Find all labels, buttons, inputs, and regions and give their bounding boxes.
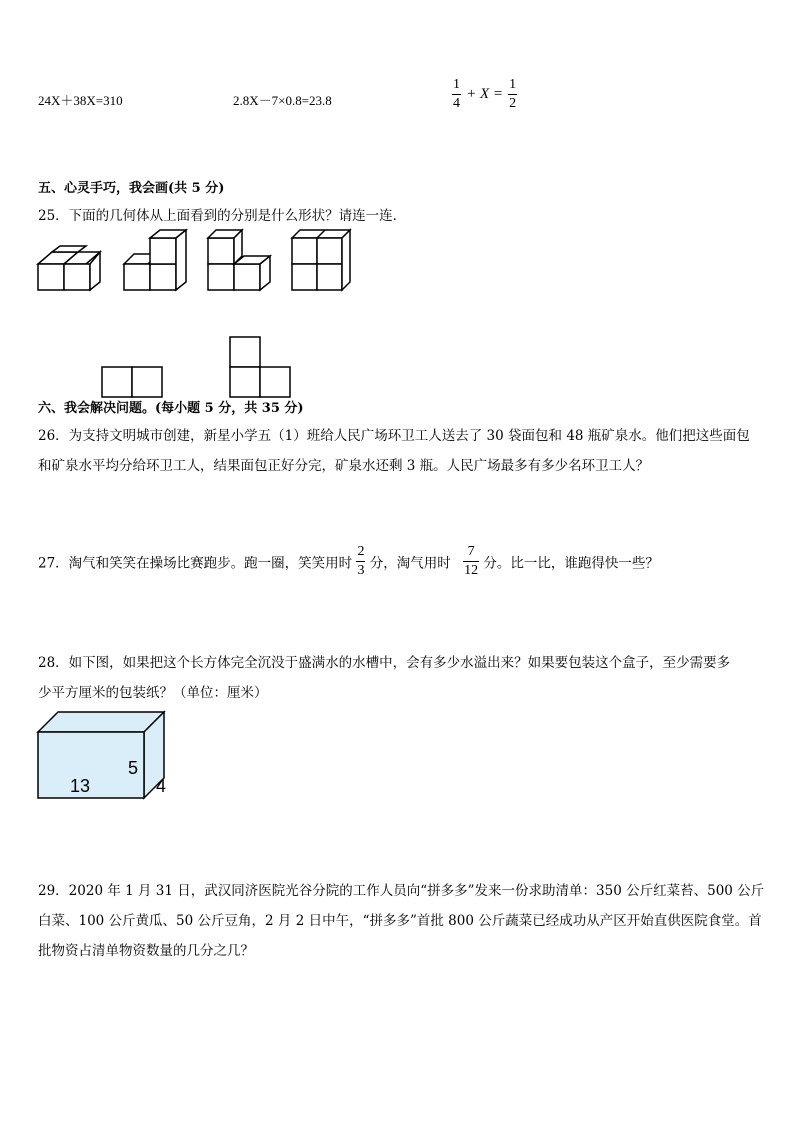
question-28-line-1: 28．如下图，如果把这个长方体完全沉没于盛满水的水槽中，会有多少水溢出来？如果要包装这个盒子，至少需要多 [38, 655, 731, 671]
section-6-title: 六、我会解决问题。(每小题 5 分，共 35 分) [38, 401, 304, 416]
question-26 [38, 421, 768, 481]
question-27 [38, 545, 659, 578]
question-26-line-1: 26．为支持文明城市创建，新星小学五（1）班给人民广场环卫工人送去了 30 袋面包和 48 瓶矿泉水。他们把这些面包 [38, 428, 750, 444]
fraction-denominator: 12 [464, 563, 479, 578]
question-29-line-3: 批物资占清单物资数量的几分之几？ [38, 943, 254, 959]
cuboid-height-label: 5 [128, 758, 139, 778]
question-29-line-2: 白菜、100 公斤黄瓜、50 公斤豆角，2 月 2 日中午，“拼多多”首批 800 公斤蔬菜已经成功从产区开始直供医院食堂。首 [38, 913, 762, 929]
fraction-denominator: 2 [509, 96, 517, 111]
top-view-two-squares [102, 367, 162, 397]
fraction-two-thirds [356, 545, 365, 578]
section-5-title: 五、心灵手巧，我会画(共 5 分) [38, 181, 225, 196]
equation-3-middle: + X = [466, 86, 504, 102]
cube-figure-c [208, 230, 270, 290]
cuboid-width-label: 4 [156, 776, 167, 796]
equation-3 [452, 78, 517, 111]
fraction-denominator: 4 [453, 96, 460, 111]
fraction-one-half [508, 78, 517, 111]
question-27-part-1: 27．淘气和笑笑在操场比赛跑步。跑一圈，笑笑用时 [38, 555, 353, 572]
question-29 [38, 876, 773, 966]
cube-figures [30, 228, 370, 298]
fraction-denominator: 3 [357, 563, 365, 578]
question-25: 25．下面的几何体从上面看到的分别是什么形状？请连一连． [38, 208, 407, 224]
question-27-part-3: 分。比一比，谁跑得快一些？ [483, 555, 659, 572]
question-26-line-2: 和矿泉水平均分给环卫工人，结果面包正好分完，矿泉水还剩 3 瓶。人民广场最多有多少名环卫工人？ [38, 458, 650, 474]
equation-2: 2.8X－7×0.8=23.8 [233, 93, 332, 108]
cuboid-length-label: 13 [70, 776, 91, 796]
fraction-numerator: 2 [357, 544, 365, 559]
fraction-numerator: 7 [467, 544, 475, 559]
cuboid-figure [36, 710, 176, 802]
top-view-l-shape [230, 337, 290, 397]
question-28-line-2: 少平方厘米的包装纸？（单位：厘米） [38, 685, 268, 701]
cube-figure-a [38, 246, 100, 290]
question-28 [38, 648, 768, 708]
cube-figure-d [292, 230, 350, 290]
question-29-line-1: 29．2020 年 1 月 31 日，武汉同济医院光谷分院的工作人员向“拼多多”发来一份求助清单：350 公斤红菜苔、500 公斤 [38, 883, 765, 899]
top-view-shapes [96, 334, 296, 400]
fraction-numerator: 1 [509, 77, 517, 92]
fraction-numerator: 1 [453, 77, 460, 92]
fraction-seven-twelfths [463, 545, 479, 578]
cube-figure-b [124, 230, 186, 290]
cuboid-drawing [36, 710, 176, 802]
fraction-one-quarter [452, 78, 461, 111]
question-27-part-2: 分，淘气用时 [369, 555, 451, 572]
equation-1: 24X＋38X=310 [38, 93, 123, 108]
